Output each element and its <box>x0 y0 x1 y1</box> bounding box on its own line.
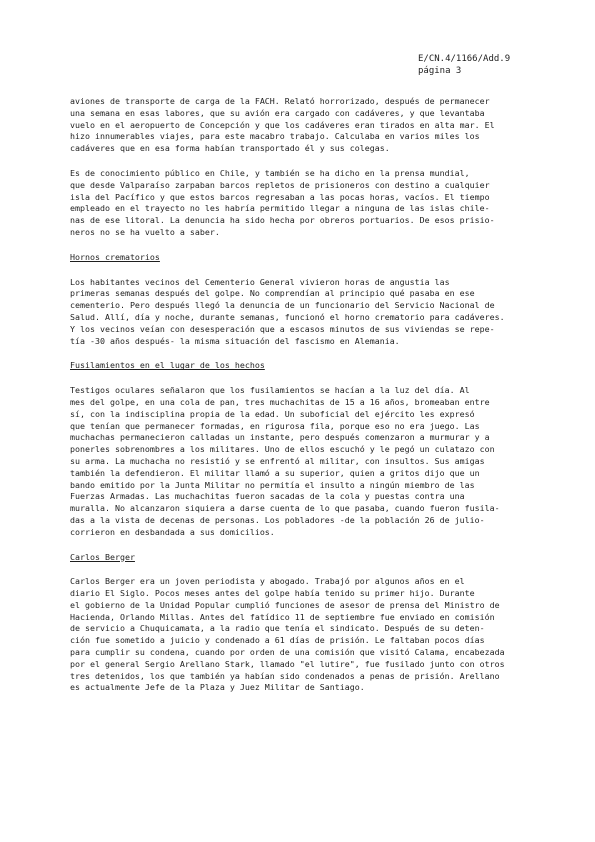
text-line: es actualmente Jefe de la Plaza y Juez Militar de Santiago. <box>70 682 365 693</box>
text-line: sí, con la indisciplina propia de la edad. Un suboficial del ejército les expresó <box>70 408 475 419</box>
text-line: Fuerzas Armadas. Las muchachitas fueron sacadas de la cola y puestas contra una <box>70 491 465 502</box>
text-line: su arma. La muchacha no resistió y se enfrentó al militar, con insultos. Sus amigas <box>70 455 485 466</box>
paragraph <box>70 96 570 155</box>
text-line: ponerles sobrenombres a los militares. Uno de ellos escuchó y le pegó un culatazo con <box>70 444 495 455</box>
section-heading: Hornos crematorios <box>70 251 160 262</box>
document-reference: E/CN.4/1166/Add.9 <box>418 54 511 64</box>
text-line: vuelo en el aeropuerto de Concepción y que los cadáveres eran tirados en alta mar. El <box>70 119 495 130</box>
text-line: de servicio a Chuquicamata, a la radio que tenía el sindicato. Después de su deten- <box>70 623 485 634</box>
text-line: que desde Valparaíso zarpaban barcos repletos de prisioneros con destino a cualquier <box>70 179 490 190</box>
text-line: cadáveres que en esa forma habían transportado él y sus colegas. <box>70 143 390 154</box>
paragraph <box>70 277 570 348</box>
text-line: hizo innumerables viajes, para este macabro trabajo. Calculaba en varios miles los <box>70 131 480 142</box>
text-line: neros no se ha vuelto a saber. <box>70 226 220 237</box>
text-line: aviones de transporte de carga de la FACH. Relató horrorizado, después de permanecer <box>70 96 490 106</box>
text-line: muralla. No alcanzaron siquiera a darse cuenta de lo que pasaba, cuando fueron fusila- <box>70 503 500 514</box>
paragraph <box>70 576 570 694</box>
text-line: tres detenidos, los que también ya habían sido condenados a penas de prisión. Arellano <box>70 670 500 681</box>
text-line: das a la vista de decenas de personas. Los pobladores -de la población 26 de julio- <box>70 514 485 525</box>
text-line: diario El Siglo. Pocos meses antes del golpe había tenido su primer hijo. Durante <box>70 588 475 599</box>
paragraph <box>70 168 570 239</box>
document-body <box>70 96 570 707</box>
text-line: corrieron en desbandada a sus domicilios. <box>70 526 275 537</box>
text-line: cementerio. Pero después llegó la denuncia de un funcionario del Servicio Nacional de <box>70 300 495 311</box>
text-line: muchachas permanecieron calladas un instante, pero después comenzaron a murmurar y a <box>70 432 490 443</box>
text-line: el gobierno de la Unidad Popular cumplió funciones de asesor de prensa del Ministro de <box>70 599 500 610</box>
text-line: Testigos oculares señalaron que los fusilamientos se hacían a la luz del día. Al <box>70 385 470 396</box>
text-line: para cumplir su condena, cuando por orden de una comisión que visitó Calama, encabezada <box>70 647 505 658</box>
text-line: bando emitido por la Junta Militar no permitía el insulto a ningún miembro de las <box>70 479 475 490</box>
text-line: ción fue sometido a juicio y condenado a 61 días de prisión. Le faltaban pocos días <box>70 635 485 646</box>
text-line: también la defendieron. El militar llamó a su superior, quien a gritos dijo que un <box>70 467 480 478</box>
paragraph <box>70 385 570 538</box>
page-number: página 3 <box>418 66 462 76</box>
text-line: Es de conocimiento público en Chile, y también se ha dicho en la prensa mundial, <box>70 167 470 178</box>
text-line: una semana en esas labores, que su avión era cargado con cadáveres, y que levantaba <box>70 107 485 118</box>
text-line: Los habitantes vecinos del Cementerio General vivieron horas de angustia las <box>70 276 450 287</box>
section-heading: Fusilamientos en el lugar de los hechos <box>70 360 265 371</box>
section-heading: Carlos Berger <box>70 551 135 562</box>
text-line: empleado en el trayecto no les habría permitido llegar a ninguna de las islas chile- <box>70 203 490 214</box>
document-header <box>418 53 510 77</box>
text-line: tía -30 años después- la misma situación del fascismo en Alemania. <box>70 335 400 346</box>
text-line: Salud. Allí, día y noche, durante semanas, funcionó el horno crematorio para cadáveres. <box>70 311 505 322</box>
text-line: mes del golpe, en una cola de pan, tres muchachitas de 15 a 16 años, bromeaban entre <box>70 396 490 407</box>
text-line: primeras semanas después del golpe. No comprendían al principio qué pasaba en ese <box>70 288 475 299</box>
text-line: Carlos Berger era un joven periodista y abogado. Trabajó por algunos años en el <box>70 576 465 587</box>
text-line: isla del Pacífico y que estos barcos regresaban a las pocas horas, vacíos. El tiempo <box>70 191 490 202</box>
text-line: Hacienda, Orlando Millas. Antes del fatídico 11 de septiembre fue enviado en comisión <box>70 611 495 622</box>
text-line: nas de ese litoral. La denuncia ha sido hecha por obreros portuarios. De esos prisio- <box>70 215 495 226</box>
text-line: por el general Sergio Arellano Stark, llamado "el lutire", fue fusilado junto con otros <box>70 658 505 669</box>
text-line: que tenían que permanecer formadas, en rigurosa fila, porque eso no era juego. Las <box>70 420 480 431</box>
text-line: Y los vecinos veían con desesperación que a escasos minutos de sus viviendas se repe- <box>70 323 495 334</box>
